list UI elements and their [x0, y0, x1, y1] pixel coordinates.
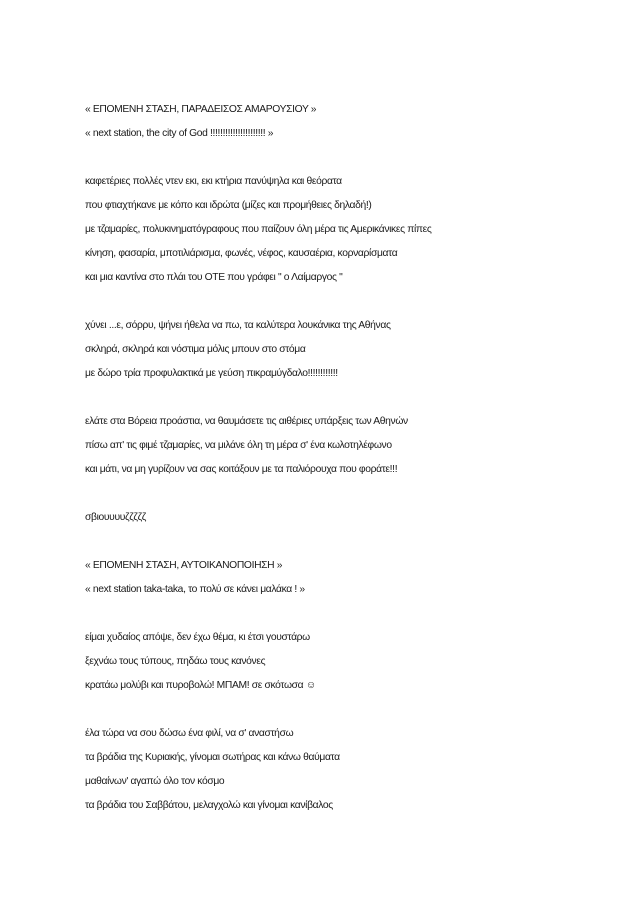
stanza5-line1: σβιουυυυζζζζζ	[85, 512, 146, 523]
stanza2-line1: καφετέριες πολλές ντεν εκι, εκι κτήρια πανύψηλα και θεόρατα	[85, 176, 342, 187]
stanza8-line2: τα βράδια της Κυριακής, γίνομαι σωτήρας και κάνω θαύματα	[85, 752, 340, 763]
stanza7-line2: ξεχνάω τους τύπους, πηδάω τους κανόνες	[85, 656, 266, 667]
stanza4-line1: ελάτε στα Βόρεια προάστια, να θαυμάσετε τις αιθέριες υπάρξεις των Αθηνών	[85, 416, 408, 427]
stanza3-line1: χύνει ...ε, σόρρυ, ψήνει ήθελα να πω, τα καλύτερα λουκάνικα της Αθήνας	[85, 320, 391, 331]
stanza6-line2: « next station taka-taka, το πολύ σε κάνει μαλάκα ! »	[85, 584, 305, 595]
stanza8-line4: τα βράδια του Σαββάτου, μελαγχολώ και γίνομαι κανίβαλος	[85, 800, 333, 811]
stanza3-line2: σκληρά, σκληρά και νόστιμα μόλις μπουν στο στόμα	[85, 344, 306, 355]
stanza1-line1: « ΕΠΟΜΕΝΗ ΣΤΑΣΗ, ΠΑΡΑΔΕΙΣΟΣ ΑΜΑΡΟΥΣΙΟΥ »	[85, 104, 317, 115]
stanza2-line3: με τζαμαρίες, πολυκινηματόγραφους που παίζουν όλη μέρα τις Αμερικάνικες πίπες	[85, 224, 432, 235]
stanza2-line2: που φτιαχτήκανε με κόπο και ιδρώτα (μίζες και προμήθειες δηλαδή!)	[85, 200, 372, 211]
stanza8-line3: μαθαίνων' αγαπώ όλο τον κόσμο	[85, 776, 225, 787]
stanza3-line3: με δώρο τρία προφυλακτικά με γεύση πικραμύγδαλο!!!!!!!!!!!!	[85, 368, 338, 379]
stanza7-line3: κρατάω μολύβι και πυροβολώ! ΜΠΑΜ! σε σκότωσα ☺	[85, 680, 316, 691]
stanza4-line3: και μάτι, να μη γυρίζουν να σας κοιτάξουν με τα παλιόρουχα που φοράτε!!!	[85, 464, 398, 475]
stanza2-line4: κίνηση, φασαρία, μποτιλιάρισμα, φωνές, νέφος, καυσαέρια, κορναρίσματα	[85, 248, 398, 259]
stanza4-line2: πίσω απ' τις φιμέ τζαμαρίες, να μιλάνε όλη τη μέρα σ' ένα κωλοτηλέφωνο	[85, 440, 392, 451]
stanza2-line5: και μια καντίνα στο πλάι του ΟΤΕ που γράφει " ο Λαίμαργος "	[85, 272, 343, 283]
stanza7-line1: είμαι χυδαίος απόψε, δεν έχω θέμα, κι έτσι γουστάρω	[85, 632, 310, 643]
stanza6-line1: « ΕΠΟΜΕΝΗ ΣΤΑΣΗ, ΑΥΤΟΙΚΑΝΟΠΟΙΗΣΗ »	[85, 560, 283, 571]
stanza8-line1: έλα τώρα να σου δώσω ένα φιλί, να σ' αναστήσω	[85, 728, 294, 739]
stanza1-line2: « next station, the city of God !!!!!!!!!!!!!!!!!!!!!! »	[85, 128, 274, 139]
